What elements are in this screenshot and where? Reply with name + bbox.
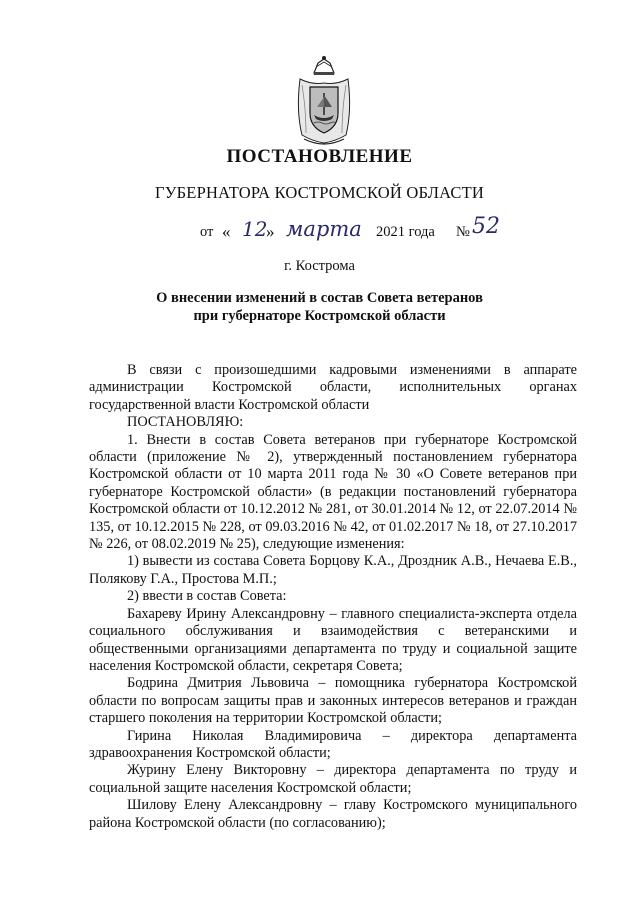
number-prefix: № bbox=[456, 224, 470, 240]
paragraph-item-1: 1. Внести в состав Совета ветеранов при губернаторе Костромской области (приложение № 2), утвержденный постановлением губернатора Костромской области от 10 марта 2011 года № 30 «О Совете ветеранов при губернаторе Костромской области» (в редакции постановлений губернатора Костромской области от 10.12.2012 № 281, от 30.01.2014 № 12, от 22.07.2014 № 135, от 10.12.2015 № 228, от 09.03.2016 № 42, от 01.02.2017 № 18, от 27.10.2017 № 226, от 08.02.2019 № 25), следующие изменения: bbox=[89, 431, 577, 553]
paragraph-member-shilova: Шилову Елену Александровну – главу Костромского муниципального района Костромской области (по согласованию); bbox=[89, 797, 577, 831]
paragraph-resolve: ПОСТАНОВЛЯЮ: bbox=[127, 414, 244, 431]
subject-line-1: О внесении изменений в состав Совета ветеранов bbox=[156, 290, 483, 306]
date-line bbox=[200, 214, 520, 248]
paragraph-subitem-2: 2) ввести в состав Совета: bbox=[127, 588, 287, 605]
handwritten-day: 12 bbox=[242, 217, 268, 241]
paragraph-member-bodrin: Бодрина Дмитрия Львовича – помощника губернатора Костромской области по вопросам защиты прав и законных интересов ветеранов и граждан старшего поколения на территории Костромской области; bbox=[89, 675, 577, 727]
paragraph-member-zhurina: Журину Елену Викторовну – директора департамента по труду и социальной защите населения Костромской области; bbox=[89, 762, 577, 796]
paragraph-member-girin: Гирина Николая Владимировича – директора департамента здравоохранения Костромской области; bbox=[89, 727, 577, 761]
paragraph-subitem-1: 1) вывести из состава Совета Борцову К.А., Дроздник А.В., Нечаева Е.В., Полякову Г.А., Простова М.П.; bbox=[89, 553, 577, 587]
document-subtitle: ГУБЕРНАТОРА КОСТРОМСКОЙ ОБЛАСТИ bbox=[155, 183, 484, 202]
subject-line-2: при губернаторе Костромской области bbox=[193, 308, 446, 324]
handwritten-month: марта bbox=[286, 217, 362, 241]
paragraph-member-bakhareva: Бахареву Ирину Александровну – главного специалиста-эксперта отдела социального обслуживания и взаимодействия с ветеранскими и общественными организациями департамента по труду и социальной защите населения Костромской области, секретаря Совета; bbox=[89, 605, 577, 674]
quote-open: « bbox=[222, 222, 231, 241]
date-prefix: от bbox=[200, 224, 214, 240]
year-text: 2021 года bbox=[376, 224, 435, 240]
document-body bbox=[89, 362, 577, 832]
handwritten-number: 52 bbox=[472, 214, 500, 239]
city: г. Кострома bbox=[284, 258, 355, 274]
coat-of-arms-icon bbox=[292, 55, 356, 151]
quote-close: » bbox=[266, 222, 275, 241]
paragraph-preamble: В связи с произошедшими кадровыми изменениями в аппарате администрации Костромской области, исполнительных органах государственной власти Костромской области bbox=[89, 362, 577, 413]
document-title: ПОСТАНОВЛЕНИЕ bbox=[226, 146, 413, 167]
